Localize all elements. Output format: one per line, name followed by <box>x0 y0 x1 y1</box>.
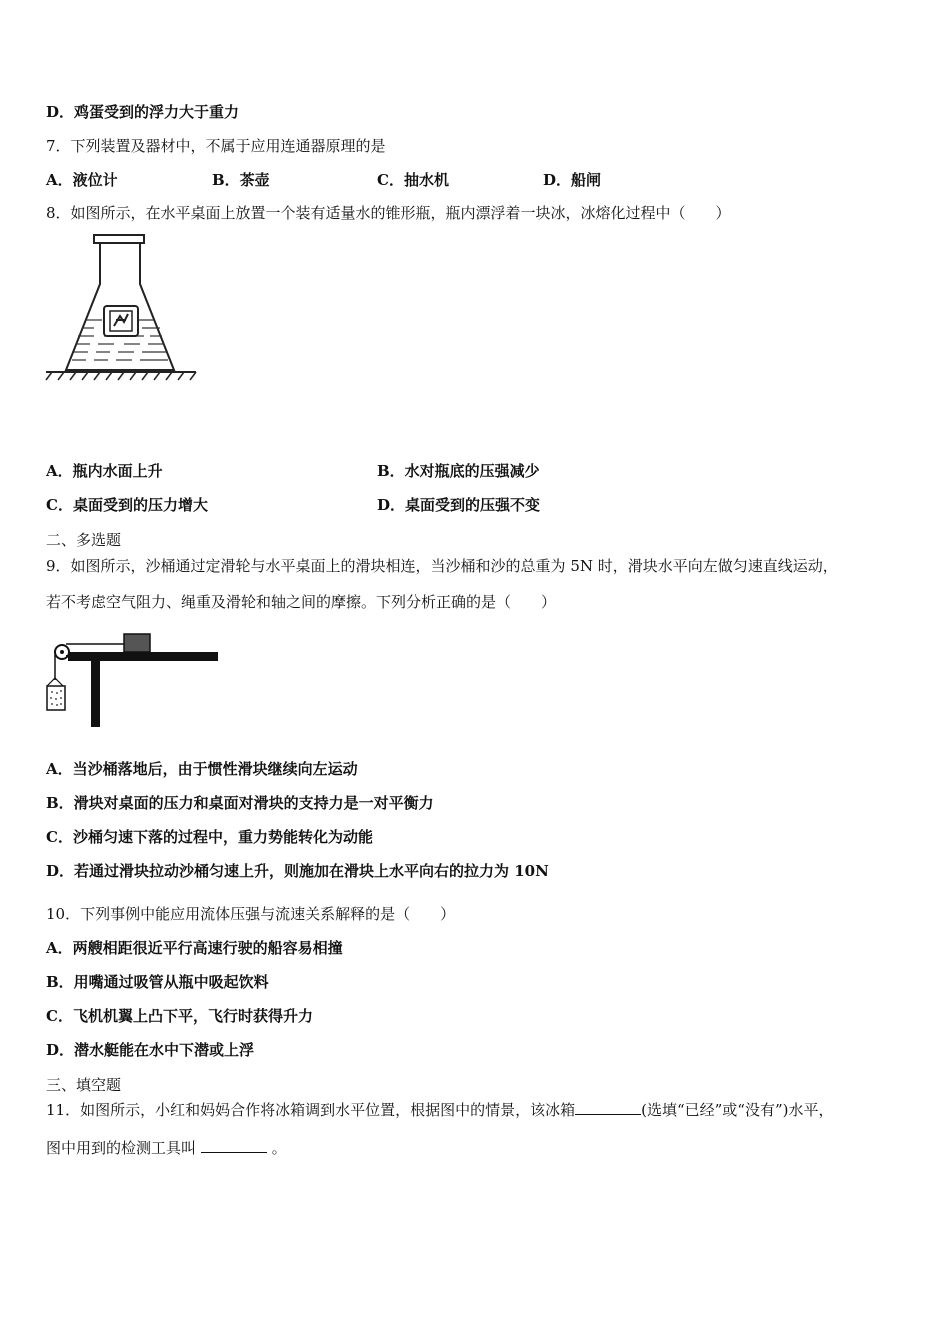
q7-option-a: A．液位计 <box>46 171 118 189</box>
q10-stem: 10．下列事例中能应用流体压强与流速关系解释的是（ ） <box>46 905 456 923</box>
q9-stem-line1: 9．如图所示，沙桶通过定滑轮与水平桌面上的滑块相连，当沙桶和沙的总重为 5N 时，滑块水平向左做匀速直线运动， <box>46 557 838 575</box>
q10-option-b: B．用嘴通过吸管从瓶中吸起饮料 <box>46 973 269 991</box>
q11-stem-line2 <box>46 1138 287 1158</box>
q10-option-a: A．两艘相距很近平行高速行驶的船容易相撞 <box>46 939 343 957</box>
q11-text-2b: 。 <box>271 1139 287 1157</box>
q7-option-b: B．茶壶 <box>212 171 270 189</box>
q9-stem-line2: 若不考虑空气阻力、绳重及滑轮和轴之间的摩擦。下列分析正确的是（ ） <box>46 593 557 611</box>
q7-option-d: D．船闸 <box>543 171 602 189</box>
q8-option-d: D．桌面受到的压强不变 <box>377 496 541 514</box>
q8-stem: 8．如图所示，在水平桌面上放置一个装有适量水的锥形瓶，瓶内漂浮着一块冰，冰熔化过程中（ ） <box>46 204 731 222</box>
q9-option-c: C．沙桶匀速下落的过程中，重力势能转化为动能 <box>46 828 373 846</box>
q11-blank-1[interactable] <box>575 1100 641 1115</box>
q7-stem: 7．下列装置及器材中，不属于应用连通器原理的是 <box>46 137 386 155</box>
flask-figure <box>44 232 200 384</box>
q8-option-a: A．瓶内水面上升 <box>46 462 163 480</box>
section-fill-blank: 三、填空题 <box>46 1076 122 1094</box>
section-multi-choice: 二、多选题 <box>46 531 122 549</box>
pulley-figure <box>44 630 220 730</box>
q11-text-1a: 11．如图所示，小红和妈妈合作将冰箱调到水平位置，根据图中的情景，该冰箱 <box>46 1101 576 1119</box>
q10-option-c: C．飞机机翼上凸下平，飞行时获得升力 <box>46 1007 313 1025</box>
q9-option-a: A．当沙桶落地后，由于惯性滑块继续向左运动 <box>46 760 358 778</box>
q8-option-b: B．水对瓶底的压强减少 <box>377 462 540 480</box>
q11-blank-2[interactable] <box>201 1138 267 1153</box>
q7-option-c: C．抽水机 <box>377 171 449 189</box>
q9-option-b: B．滑块对桌面的压力和桌面对滑块的支持力是一对平衡力 <box>46 794 434 812</box>
q8-option-c: C．桌面受到的压力增大 <box>46 496 208 514</box>
q11-text-2a: 图中用到的检测工具叫 <box>46 1139 197 1157</box>
q6-option-d: D．鸡蛋受到的浮力大于重力 <box>46 103 240 121</box>
q11-text-1b: (选填“已经”或“没有”)水平， <box>641 1101 834 1119</box>
q9-option-d: D．若通过滑块拉动沙桶匀速上升，则施加在滑块上水平向右的拉力为 10N <box>46 862 549 880</box>
q10-option-d: D．潜水艇能在水中下潜或上浮 <box>46 1041 255 1059</box>
q11-stem-line1 <box>46 1100 833 1120</box>
